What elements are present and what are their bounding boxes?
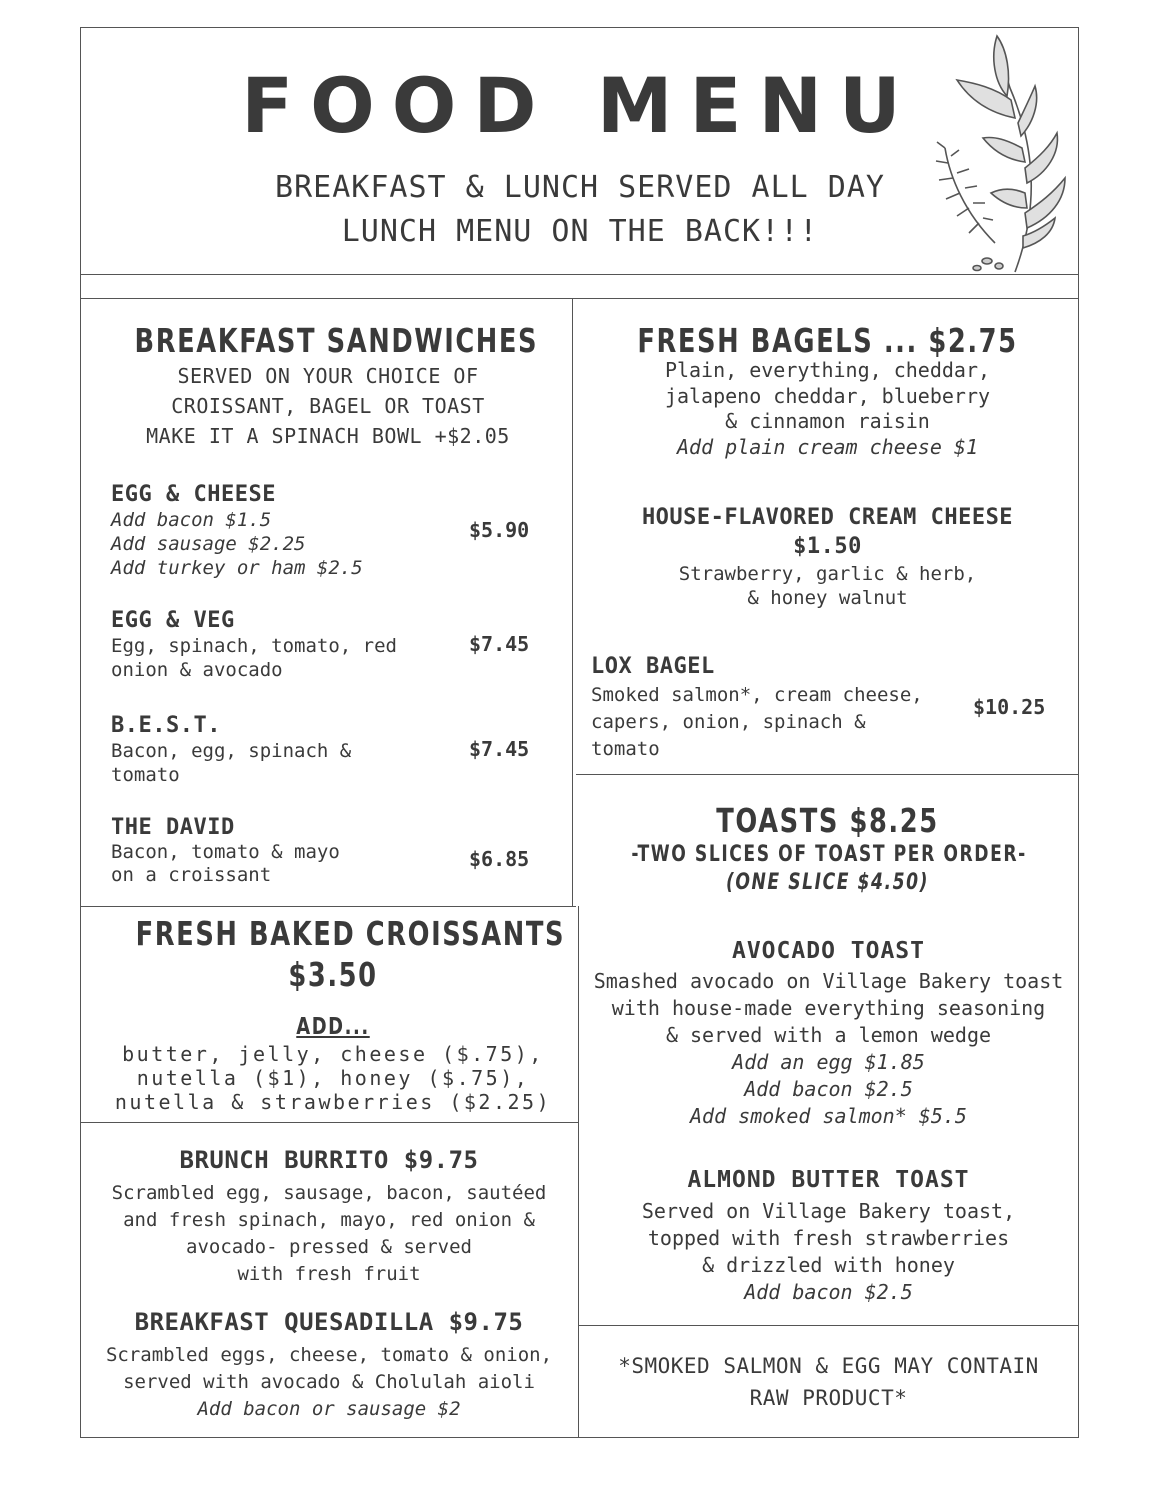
item-description: on a croissant bbox=[111, 864, 272, 886]
almond-toast-description: & drizzled with honey bbox=[702, 1253, 955, 1277]
cream-cheese-description: Strawberry, garlic & herb, bbox=[678, 563, 977, 585]
almond-toast-description: topped with fresh strawberries bbox=[647, 1226, 1010, 1250]
avocado-toast-title: AVOCADO TOAST bbox=[731, 938, 925, 964]
toasts-title: TOASTS $8.25 bbox=[716, 801, 939, 840]
croissants-title: FRESH BAKED CROISSANTS bbox=[135, 914, 566, 953]
burrito-description: Scrambled egg, sausage, bacon, sautéed bbox=[111, 1182, 547, 1204]
item-price: $10.25 bbox=[973, 695, 1046, 719]
subtitle-line-2: LUNCH MENU ON THE BACK!!! bbox=[341, 214, 819, 249]
item-name: THE DAVID bbox=[111, 815, 235, 840]
item-description: Egg, spinach, tomato, red bbox=[111, 635, 397, 657]
menu-item-egg-cheese bbox=[111, 482, 363, 580]
sandwiches-intro-line-1: SERVED ON YOUR CHOICE OF bbox=[177, 364, 479, 388]
item-description: tomato bbox=[591, 738, 660, 760]
burrito-description: with fresh fruit bbox=[237, 1263, 421, 1285]
lox-divider bbox=[576, 774, 1079, 775]
quesadilla-description: served with avocado & Cholulah aioli bbox=[123, 1371, 535, 1393]
menu-item-best bbox=[111, 713, 351, 787]
almond-toast-description: Served on Village Bakery toast, bbox=[641, 1199, 1016, 1223]
sandwiches-intro-line-2: CROISSANT, BAGEL OR TOAST bbox=[171, 394, 485, 418]
toasts-subline: -TWO SLICES OF TOAST PER ORDER- bbox=[631, 842, 1027, 867]
croissants-option-line: nutella & strawberries ($2.25) bbox=[114, 1090, 552, 1114]
cream-cheese-title: HOUSE-FLAVORED CREAM CHEESE bbox=[641, 505, 1014, 530]
avocado-toast-addon: Add bacon $2.5 bbox=[744, 1077, 913, 1101]
item-price: $5.90 bbox=[469, 518, 530, 542]
croissants-price: $3.50 bbox=[288, 955, 378, 994]
sandwiches-divider bbox=[80, 906, 576, 907]
burrito-description: avocado- pressed & served bbox=[186, 1236, 472, 1258]
avocado-toast-addon: Add smoked salmon* $5.5 bbox=[690, 1104, 967, 1128]
breakfast-sandwiches-title: BREAKFAST SANDWICHES bbox=[134, 321, 539, 360]
sandwiches-intro-line-3: MAKE IT A SPINACH BOWL +$2.05 bbox=[146, 424, 510, 448]
footnote-line: *SMOKED SALMON & EGG MAY CONTAIN bbox=[618, 1354, 1039, 1378]
item-name: B.E.S.T. bbox=[111, 713, 221, 738]
burrito-title: BRUNCH BURRITO $9.75 bbox=[179, 1146, 479, 1174]
quesadilla-title: BREAKFAST QUESADILLA $9.75 bbox=[134, 1308, 524, 1336]
item-name: LOX BAGEL bbox=[591, 654, 715, 679]
quesadilla-description: Scrambled eggs, cheese, tomato & onion, bbox=[105, 1344, 553, 1366]
item-name: EGG & VEG bbox=[111, 608, 235, 633]
item-addon: Add sausage $2.25 bbox=[111, 533, 306, 555]
item-price: $6.85 bbox=[469, 847, 530, 871]
menu-item-egg-veg bbox=[111, 608, 397, 682]
item-price: $7.45 bbox=[469, 632, 530, 656]
bagels-description: Plain, everything, cheddar, bbox=[664, 358, 991, 382]
bagels-description: & cinnamon raisin bbox=[725, 409, 930, 433]
item-description: tomato bbox=[111, 764, 180, 786]
item-price: $7.45 bbox=[469, 737, 530, 761]
almond-toast-title: ALMOND BUTTER TOAST bbox=[687, 1167, 970, 1193]
item-addon: Add bacon $1.5 bbox=[111, 509, 272, 531]
avocado-toast-description: & served with a lemon wedge bbox=[665, 1023, 992, 1047]
croissants-option-line: nutella ($1), honey ($.75), bbox=[136, 1066, 530, 1090]
toasts-divider bbox=[578, 1325, 1079, 1326]
almond-toast-addon: Add bacon $2.5 bbox=[744, 1280, 913, 1304]
quesadilla-addon: Add bacon or sausage $2 bbox=[197, 1398, 461, 1420]
croissants-divider bbox=[80, 1122, 578, 1123]
burrito-description: and fresh spinach, mayo, red onion & bbox=[123, 1209, 535, 1231]
item-name: EGG & CHEESE bbox=[111, 482, 276, 507]
item-description: capers, onion, spinach & bbox=[591, 711, 866, 733]
item-description: Bacon, egg, spinach & bbox=[111, 740, 352, 762]
bagels-description: jalapeno cheddar, blueberry bbox=[664, 383, 991, 408]
page-title: FOOD MENU bbox=[241, 61, 918, 150]
bagels-title: FRESH BAGELS ... $2.75 bbox=[637, 321, 1018, 360]
subtitle-line-1: BREAKFAST & LUNCH SERVED ALL DAY bbox=[275, 170, 885, 205]
croissants-add-label: ADD... bbox=[296, 1014, 370, 1040]
footnote-line: RAW PRODUCT* bbox=[749, 1386, 908, 1410]
cream-cheese-price: $1.50 bbox=[793, 534, 862, 559]
avocado-toast-description: Smashed avocado on Village Bakery toast bbox=[593, 969, 1064, 993]
bagels-addon: Add plain cream cheese $1 bbox=[676, 434, 979, 459]
avocado-toast-addon: Add an egg $1.85 bbox=[732, 1050, 925, 1074]
cream-cheese-description: & honey walnut bbox=[747, 587, 908, 609]
menu-item-lox-bagel bbox=[591, 654, 923, 763]
avocado-toast-description: with house-made everything seasoning bbox=[611, 996, 1046, 1020]
item-description: Bacon, tomato & mayo bbox=[111, 841, 340, 863]
toasts-single-slice: (ONE SLICE $4.50) bbox=[725, 870, 930, 895]
leaf-branch-icon bbox=[915, 28, 1075, 274]
item-description: Smoked salmon*, cream cheese, bbox=[591, 684, 923, 706]
item-description: onion & avocado bbox=[111, 659, 283, 681]
item-addon: Add turkey or ham $2.5 bbox=[111, 557, 363, 579]
header-divider-top bbox=[80, 274, 1079, 275]
header-divider-bottom bbox=[80, 298, 1079, 299]
menu-item-the-david bbox=[111, 815, 340, 887]
croissants-option-line: butter, jelly, cheese ($.75), bbox=[122, 1042, 544, 1066]
